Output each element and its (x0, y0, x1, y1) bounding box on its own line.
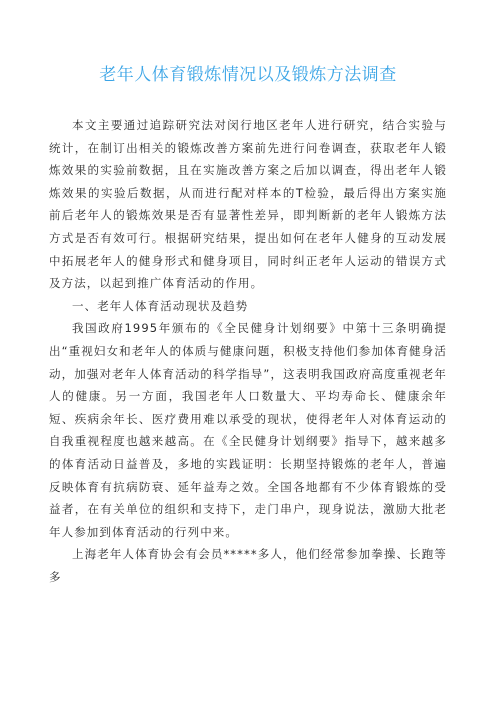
section-paragraph-1: 我国政府1995年颁布的《全民健身计划纲要》中第十三条明确提出“重视妇女和老年人的体质与健康问题，积极支持他们参加体育健身活动，加强对老年人体育活动的科学指导”，这表明我国政府高度重视老年人的健康。另一方面，我国老年人口数量大、平均寿命长、健康余年短、疾病余年长、医疗费用难以承受的现状，使得老年人对体育运动的自我重视程度也越来越高。在《全民健身计划纲要》指导下，越来越多的体育活动日益普及，多地的实践证明：长期坚持锻炼的老年人，普遍反映体育有抗病防衰、延年益寿之效。全国各地都有不少体育锻炼的受益者，在有关单位的组织和支持下，走门串户，现身说法，激励大批老年人参加到体育活动的行列中来。 (49, 321, 447, 539)
section-paragraph-2: 上海老年人体育协会有会员*****多人，他们经常参加拳操、长跑等多 (49, 547, 447, 584)
document-body (49, 114, 447, 588)
abstract-paragraph: 本文主要通过追踪研究法对闵行地区老年人进行研究，结合实验与统计，在制订出相关的锻炼改善方案前先进行问卷调查，获取老年人锻炼效果的实验前数据，且在实施改善方案之后加以调查，得出老年人锻炼效果的实验后数据，从而进行配对样本的T检验，最后得出方案实施前后老年人的锻炼效果是否有显著性差异，即判断新的老年人锻炼方法方式是否有效可行。根据研究结果，提出如何在老年人健身的互动发展中拓展老年人的健身形式和健身项目，同时纠正老年人运动的错误方式及方法，以起到推广体育活动的作用。 (49, 118, 447, 291)
section-heading: 一、老年人体育活动现状及趋势 (72, 298, 249, 313)
document-title: 老年人体育锻炼情况以及锻炼方法调查 (99, 65, 397, 85)
